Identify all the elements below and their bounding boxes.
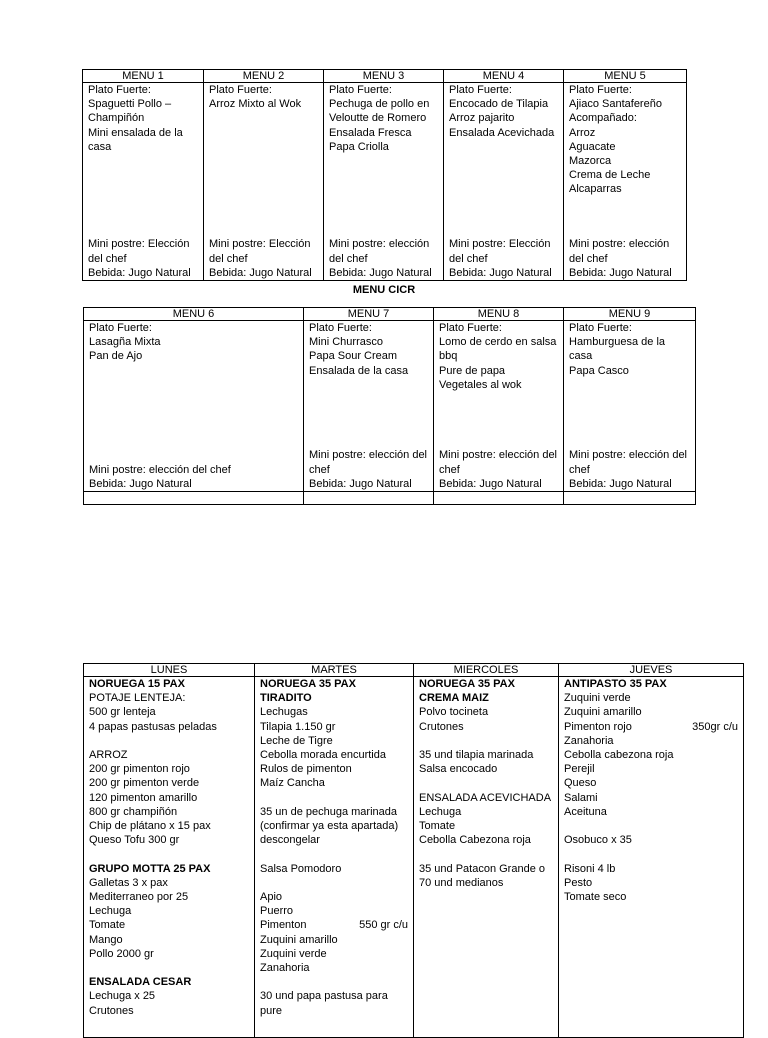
ingredient-line: Lechugas bbox=[260, 706, 308, 719]
menu-main-dish bbox=[439, 321, 558, 448]
empty-cell bbox=[434, 492, 564, 505]
ingredient-line: Zuquini amarillo bbox=[564, 706, 642, 719]
menu-line: Ensalada Fresca bbox=[329, 126, 412, 139]
menu-line: Crema de Leche bbox=[569, 169, 651, 182]
ingredient-line: Rulos de pimenton bbox=[260, 763, 352, 776]
menu-line: Plato Fuerte: bbox=[329, 84, 392, 96]
menu-main-dish bbox=[569, 83, 681, 237]
menu-header: MENU 2 bbox=[204, 70, 324, 83]
day-cell bbox=[559, 677, 744, 1038]
menu-line: Alcaparras bbox=[569, 183, 622, 196]
menu-line: Mini postre: elección del chef bbox=[439, 449, 561, 476]
ingredient-line bbox=[89, 847, 249, 861]
ingredient-line: 4 papas pastusas peladas bbox=[89, 720, 217, 733]
menu-line: Ensalada Acevichada bbox=[449, 126, 555, 139]
ingredient-line: Tomate seco bbox=[564, 891, 627, 904]
ingredient-line: Pesto bbox=[564, 876, 593, 889]
group-heading: TIRADITO bbox=[260, 692, 312, 705]
menu-line: Papa Criolla bbox=[329, 140, 389, 153]
ingredient-line: 35 und Patacon Grande o 70 und medianos bbox=[419, 862, 549, 889]
menu-cell-body bbox=[569, 83, 681, 280]
menu-table-top bbox=[82, 69, 687, 281]
menu-line: Mazorca bbox=[569, 155, 612, 168]
ingredient-line: Tilapia 1.150 gr bbox=[260, 720, 336, 733]
ingredient-line bbox=[260, 847, 408, 861]
ingredient-line bbox=[260, 918, 408, 932]
menu-header: MENU 9 bbox=[564, 308, 696, 321]
menu-cell-body bbox=[329, 83, 438, 280]
menu-line: Bebida: Jugo Natural bbox=[439, 477, 542, 490]
menu-line: Mini postre: Elección del chef bbox=[449, 238, 554, 265]
ingredient-line bbox=[419, 776, 553, 790]
ingredient-line bbox=[419, 847, 553, 861]
ingredient-line: Aceituna bbox=[564, 805, 607, 818]
ingredient-line: Galletas 3 x pax bbox=[89, 876, 168, 889]
menu-header: MENU 1 bbox=[83, 70, 204, 83]
ingredient-line: descongelar bbox=[260, 834, 320, 847]
menu-line: Arroz Mixto al Wok bbox=[209, 98, 302, 111]
menu-line: Mini postre: elección del chef bbox=[569, 238, 673, 265]
menu-line: Bebida: Jugo Natural bbox=[329, 266, 432, 279]
ingredient-line: Maíz Cancha bbox=[260, 777, 325, 790]
menu-line: Papa Casco bbox=[569, 364, 629, 377]
ingredient-line: 120 pimenton amarillo bbox=[89, 791, 198, 804]
day-cell bbox=[414, 677, 559, 1038]
menu-cell bbox=[564, 83, 687, 281]
weekly-plan-table bbox=[83, 663, 744, 1038]
menu-dessert-drink bbox=[88, 237, 198, 280]
ingredient-line: Salsa encocado bbox=[419, 763, 498, 776]
day-header: MARTES bbox=[255, 664, 414, 677]
menu-cicr-title: MENU CICR bbox=[352, 284, 416, 296]
menu-cell bbox=[304, 321, 434, 492]
group-heading: GRUPO MOTTA 25 PAX bbox=[89, 862, 211, 875]
menu-line: Acompañado: bbox=[569, 112, 637, 125]
ingredient-line: Pollo 2000 gr bbox=[89, 947, 154, 960]
ingredient-line: 500 gr lenteja bbox=[89, 706, 156, 719]
ingredient-line: (confirmar ya esta apartada) bbox=[260, 820, 399, 833]
menu-line: Plato Fuerte: bbox=[449, 84, 512, 96]
ingredient-line: Cebolla Cabezona roja bbox=[419, 834, 531, 847]
ingredient-line: Zuquini verde bbox=[564, 692, 631, 705]
ingredient-line: Zanahoria bbox=[260, 962, 310, 975]
menu-dessert-drink bbox=[449, 237, 558, 280]
menu-cell bbox=[434, 321, 564, 492]
menu-line: Bebida: Jugo Natural bbox=[569, 477, 672, 490]
group-heading: NORUEGA 15 PAX bbox=[89, 678, 185, 690]
menu-line: Mini postre: elección del chef bbox=[309, 449, 431, 476]
menu-dessert-drink bbox=[309, 448, 431, 491]
ingredient-line: Risoni 4 lb bbox=[564, 862, 616, 875]
ingredient-line: Mediterraneo por 25 bbox=[89, 891, 189, 904]
ingredient-line: Apio bbox=[260, 891, 283, 904]
menu-line: Mini Churrasco bbox=[309, 336, 383, 349]
group-heading: NORUEGA 35 PAX bbox=[260, 678, 356, 690]
menu-line: Mini postre: elección del chef bbox=[89, 463, 231, 476]
menu-header: MENU 3 bbox=[324, 70, 444, 83]
menu-line: Ajiaco Santafereño bbox=[569, 98, 662, 111]
ingredient-qty: 550 gr c/u bbox=[359, 919, 408, 932]
ingredient-line bbox=[89, 961, 249, 975]
menu-line: Plato Fuerte: bbox=[569, 84, 632, 96]
menu-cell bbox=[84, 321, 304, 492]
ingredient-line: Tomate bbox=[89, 919, 126, 932]
menu-line: Mini postre: elección del chef bbox=[329, 238, 433, 265]
menu-line: Aguacate bbox=[569, 140, 616, 153]
ingredient-line: Salami bbox=[564, 791, 598, 804]
menu-main-dish bbox=[88, 83, 198, 237]
menu-line: Lomo de cerdo en salsa bbq bbox=[439, 336, 560, 363]
empty-cell bbox=[84, 492, 304, 505]
menu-main-dish bbox=[449, 83, 558, 237]
menu-line: Hamburguesa de la casa bbox=[569, 336, 669, 363]
menu-line: Vegetales al wok bbox=[439, 378, 522, 391]
ingredient-line: 35 un de pechuga marinada bbox=[260, 805, 397, 818]
ingredient-line: Crutones bbox=[89, 1004, 134, 1017]
ingredient-line: POTAJE LENTEJA: bbox=[89, 692, 186, 705]
menu-dessert-drink bbox=[209, 237, 318, 280]
ingredient-line bbox=[564, 720, 738, 734]
menu-cell bbox=[444, 83, 564, 281]
menu-line: Plato Fuerte: bbox=[309, 322, 372, 334]
group-heading: ENSALADA CESAR bbox=[89, 976, 192, 989]
menu-line: Plato Fuerte: bbox=[209, 84, 272, 96]
menu-cell bbox=[564, 321, 696, 492]
ingredient-line bbox=[564, 847, 738, 861]
menu-main-dish bbox=[309, 321, 428, 448]
ingredient-line: Osobuco x 35 bbox=[564, 834, 632, 847]
menu-line: Spaguetti Pollo – Champiñón bbox=[88, 98, 175, 125]
menu-header: MENU 6 bbox=[84, 308, 304, 321]
menu-cell-body bbox=[209, 83, 318, 280]
menu-main-dish bbox=[329, 83, 438, 237]
ingredient-line: Zanahoria bbox=[564, 734, 614, 747]
menu-line: Mini postre: Elección del chef bbox=[209, 238, 314, 265]
menu-dessert-drink bbox=[569, 448, 690, 491]
ingredient-line: 800 gr champiñón bbox=[89, 805, 178, 818]
day-header: MIERCOLES bbox=[414, 664, 559, 677]
ingredient-line: Zuquini verde bbox=[260, 947, 327, 960]
menu-dessert-drink bbox=[329, 237, 438, 280]
menu-line: Plato Fuerte: bbox=[89, 322, 152, 334]
day-header: LUNES bbox=[84, 664, 255, 677]
menu-line: Bebida: Jugo Natural bbox=[88, 266, 191, 279]
day-header: JUEVES bbox=[559, 664, 744, 677]
group-heading: NORUEGA 35 PAX bbox=[419, 678, 515, 690]
ingredient-line: Mango bbox=[89, 933, 123, 946]
menu-line: Mini ensalada de la casa bbox=[88, 126, 186, 153]
ingredient-line: Zuquini amarillo bbox=[260, 933, 338, 946]
ingredient-line: Cebolla cabezona roja bbox=[564, 749, 674, 762]
ingredient-line: 35 und tilapia marinada bbox=[419, 749, 534, 762]
menu-line: Bebida: Jugo Natural bbox=[209, 266, 312, 279]
ingredient-line: Puerro bbox=[260, 905, 294, 918]
ingredient-line bbox=[419, 734, 553, 748]
menu-line: Papa Sour Cream bbox=[309, 350, 398, 363]
menu-line: Pechuga de pollo en Veloutte de Romero bbox=[329, 98, 433, 125]
ingredient-line: Cebolla morada encurtida bbox=[260, 749, 386, 762]
ingredient-line: Lechuga x 25 bbox=[89, 990, 156, 1003]
ingredient-line: Queso Tofu 300 gr bbox=[89, 834, 180, 847]
menu-line: Arroz pajarito bbox=[449, 112, 515, 125]
ingredient-line: Crutones bbox=[419, 720, 464, 733]
menu-dessert-drink bbox=[439, 448, 561, 491]
ingredient-line: Chip de plátano x 15 pax bbox=[89, 820, 211, 833]
menu-cell-body bbox=[89, 321, 298, 491]
empty-cell bbox=[564, 492, 696, 505]
menu-header: MENU 4 bbox=[444, 70, 564, 83]
menu-main-dish bbox=[209, 83, 318, 237]
menu-line: Encocado de Tilapia bbox=[449, 98, 549, 111]
empty-cell bbox=[304, 492, 434, 505]
menu-header: MENU 7 bbox=[304, 308, 434, 321]
menu-line: Plato Fuerte: bbox=[569, 322, 632, 334]
ingredient-line bbox=[260, 791, 408, 805]
menu-line: Mini postre: elección del chef bbox=[569, 449, 691, 476]
ingredient-line: Lechuga bbox=[89, 905, 132, 918]
menu-cell-body bbox=[449, 83, 558, 280]
menu-line: Pan de Ajo bbox=[89, 350, 143, 363]
ingredient-line: Tomate bbox=[419, 820, 456, 833]
menu-cell bbox=[204, 83, 324, 281]
ingredient-line: Perejil bbox=[564, 763, 595, 776]
ingredient-line: ENSALADA ACEVICHADA bbox=[419, 791, 552, 804]
ingredient-line: Queso bbox=[564, 777, 597, 790]
menu-cell bbox=[83, 83, 204, 281]
menu-dessert-drink bbox=[569, 237, 681, 280]
menu-line: Ensalada de la casa bbox=[309, 364, 409, 377]
ingredient-line: Leche de Tigre bbox=[260, 734, 333, 747]
ingredient-line bbox=[564, 819, 738, 833]
menu-line: Lasagña Mixta bbox=[89, 336, 161, 349]
menu-line: Bebida: Jugo Natural bbox=[309, 477, 412, 490]
menu-cell-body bbox=[309, 321, 431, 491]
menu-line: Mini postre: Elección del chef bbox=[88, 238, 193, 265]
group-heading: CREMA MAIZ bbox=[419, 692, 489, 705]
menu-line: Bebida: Jugo Natural bbox=[449, 266, 552, 279]
menu-line: Arroz bbox=[569, 126, 596, 139]
menu-table-bottom bbox=[83, 307, 696, 505]
menu-line: Plato Fuerte: bbox=[439, 322, 502, 334]
menu-main-dish bbox=[569, 321, 690, 448]
ingredient-line bbox=[89, 734, 249, 748]
menu-main-dish bbox=[89, 321, 298, 463]
menu-line: Bebida: Jugo Natural bbox=[569, 266, 672, 279]
ingredient-line: Polvo tocineta bbox=[419, 706, 489, 719]
ingredient-line: ARROZ bbox=[89, 749, 128, 762]
menu-line: Pure de papa bbox=[439, 364, 506, 377]
ingredient-line bbox=[260, 975, 408, 989]
ingredient-name: Pimenton rojo bbox=[564, 720, 632, 733]
day-cell bbox=[84, 677, 255, 1038]
ingredient-line: 200 gr pimenton rojo bbox=[89, 763, 190, 776]
menu-cell-body bbox=[439, 321, 561, 491]
menu-dessert-drink bbox=[89, 463, 298, 491]
ingredient-qty: 350gr c/u bbox=[692, 720, 738, 733]
ingredient-line: 200 gr pimenton verde bbox=[89, 777, 200, 790]
ingredient-line: 30 und papa pastusa para pure bbox=[260, 990, 391, 1017]
group-heading: ANTIPASTO 35 PAX bbox=[564, 678, 667, 690]
menu-line: Bebida: Jugo Natural bbox=[89, 477, 192, 490]
ingredient-line: Salsa Pomodoro bbox=[260, 862, 342, 875]
menu-cell-body bbox=[569, 321, 690, 491]
ingredient-name: Pimenton bbox=[260, 919, 307, 932]
ingredient-line: Lechuga bbox=[419, 805, 462, 818]
menu-header: MENU 5 bbox=[564, 70, 687, 83]
day-cell bbox=[255, 677, 414, 1038]
menu-cell bbox=[324, 83, 444, 281]
menu-cell-body bbox=[88, 83, 198, 280]
menu-header: MENU 8 bbox=[434, 308, 564, 321]
ingredient-line bbox=[260, 876, 408, 890]
menu-line: Plato Fuerte: bbox=[88, 84, 151, 96]
